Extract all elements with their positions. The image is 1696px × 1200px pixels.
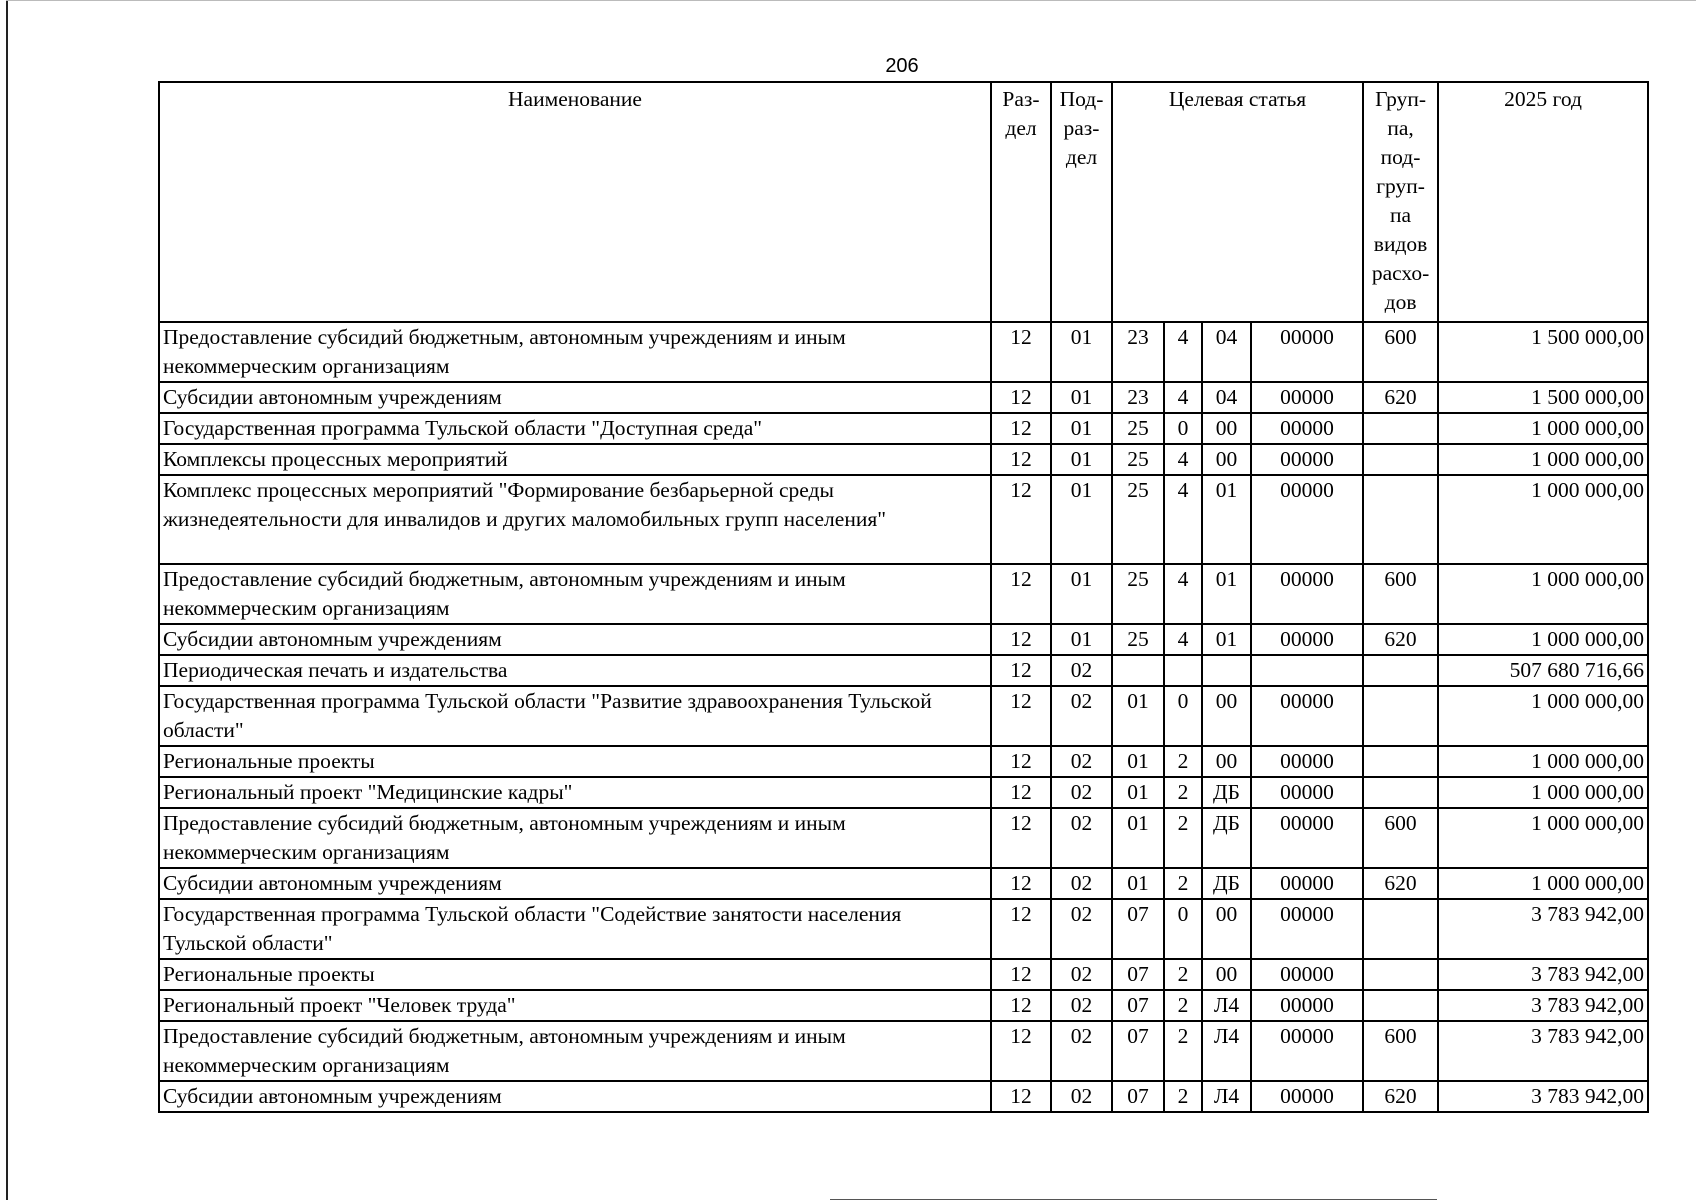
cell-target-program: 01 bbox=[1112, 777, 1164, 808]
cell-amount-2025: 1 000 000,00 bbox=[1438, 868, 1648, 899]
header-podrazdel: Под- раз- дел bbox=[1051, 82, 1112, 322]
cell-name: Государственная программа Тульской области "Содействие занятости населения Тульской области" bbox=[159, 899, 991, 959]
cell-amount-2025: 3 783 942,00 bbox=[1438, 990, 1648, 1021]
cell-razdel: 12 bbox=[991, 475, 1051, 564]
cell-amount-2025: 507 680 716,66 bbox=[1438, 655, 1648, 686]
table-row bbox=[159, 413, 1648, 444]
cell-amount-2025: 1 000 000,00 bbox=[1438, 624, 1648, 655]
cell-target-element: ДБ bbox=[1202, 777, 1251, 808]
cell-target-program: 25 bbox=[1112, 624, 1164, 655]
cell-target-direction: 00000 bbox=[1251, 564, 1363, 624]
cell-expense-group bbox=[1363, 777, 1438, 808]
cell-target-type: 2 bbox=[1164, 1081, 1202, 1112]
cell-target-direction bbox=[1251, 655, 1363, 686]
cell-target-direction: 00000 bbox=[1251, 868, 1363, 899]
cell-razdel: 12 bbox=[991, 808, 1051, 868]
cell-razdel: 12 bbox=[991, 746, 1051, 777]
page-number: 206 bbox=[885, 55, 919, 77]
cell-target-direction: 00000 bbox=[1251, 959, 1363, 990]
cell-target-type: 4 bbox=[1164, 624, 1202, 655]
cell-name: Предоставление субсидий бюджетным, автономным учреждениям и иным некоммерческим организациям bbox=[159, 808, 991, 868]
cell-expense-group bbox=[1363, 475, 1438, 564]
cell-target-type: 2 bbox=[1164, 1021, 1202, 1081]
table-row bbox=[159, 777, 1648, 808]
table-row bbox=[159, 564, 1648, 624]
cell-target-element: 00 bbox=[1202, 413, 1251, 444]
cell-target-program: 25 bbox=[1112, 413, 1164, 444]
cell-target-element bbox=[1202, 655, 1251, 686]
table-row bbox=[159, 899, 1648, 959]
cell-target-element: 01 bbox=[1202, 624, 1251, 655]
header-year-2025: 2025 год bbox=[1438, 82, 1648, 322]
cell-target-program: 07 bbox=[1112, 959, 1164, 990]
cell-target-type: 2 bbox=[1164, 990, 1202, 1021]
cell-expense-group: 600 bbox=[1363, 1021, 1438, 1081]
cell-amount-2025: 1 000 000,00 bbox=[1438, 746, 1648, 777]
cell-amount-2025: 3 783 942,00 bbox=[1438, 1021, 1648, 1081]
cell-target-element: 04 bbox=[1202, 382, 1251, 413]
cell-name: Предоставление субсидий бюджетным, автономным учреждениям и иным некоммерческим организациям bbox=[159, 322, 991, 382]
cell-razdel: 12 bbox=[991, 990, 1051, 1021]
cell-target-direction: 00000 bbox=[1251, 382, 1363, 413]
cell-name: Субсидии автономным учреждениям bbox=[159, 1081, 991, 1112]
cell-podrazdel: 02 bbox=[1051, 1081, 1112, 1112]
header-name: Наименование bbox=[159, 82, 991, 322]
cell-podrazdel: 01 bbox=[1051, 624, 1112, 655]
cell-target-program: 25 bbox=[1112, 475, 1164, 564]
cell-expense-group: 600 bbox=[1363, 322, 1438, 382]
cell-target-element: ДБ bbox=[1202, 808, 1251, 868]
cell-target-direction: 00000 bbox=[1251, 899, 1363, 959]
cell-target-program: 25 bbox=[1112, 564, 1164, 624]
cell-name: Периодическая печать и издательства bbox=[159, 655, 991, 686]
cell-target-direction: 00000 bbox=[1251, 322, 1363, 382]
cell-target-type: 4 bbox=[1164, 382, 1202, 413]
cell-target-type bbox=[1164, 655, 1202, 686]
cell-expense-group bbox=[1363, 959, 1438, 990]
cell-target-program: 07 bbox=[1112, 1081, 1164, 1112]
table-row bbox=[159, 655, 1648, 686]
cell-target-program: 01 bbox=[1112, 746, 1164, 777]
cell-expense-group bbox=[1363, 413, 1438, 444]
cell-target-type: 2 bbox=[1164, 868, 1202, 899]
cell-name: Предоставление субсидий бюджетным, автономным учреждениям и иным некоммерческим организациям bbox=[159, 564, 991, 624]
cell-amount-2025: 1 500 000,00 bbox=[1438, 322, 1648, 382]
table-row bbox=[159, 624, 1648, 655]
cell-name: Региональные проекты bbox=[159, 959, 991, 990]
cell-target-direction: 00000 bbox=[1251, 475, 1363, 564]
cell-name: Субсидии автономным учреждениям bbox=[159, 868, 991, 899]
cell-target-element: Л4 bbox=[1202, 1021, 1251, 1081]
cell-expense-group bbox=[1363, 746, 1438, 777]
cell-name: Региональный проект "Медицинские кадры" bbox=[159, 777, 991, 808]
cell-target-type: 4 bbox=[1164, 444, 1202, 475]
cell-razdel: 12 bbox=[991, 1021, 1051, 1081]
cell-amount-2025: 1 000 000,00 bbox=[1438, 564, 1648, 624]
table-row bbox=[159, 686, 1648, 746]
cell-podrazdel: 02 bbox=[1051, 808, 1112, 868]
cell-amount-2025: 3 783 942,00 bbox=[1438, 959, 1648, 990]
cell-amount-2025: 1 000 000,00 bbox=[1438, 808, 1648, 868]
cell-podrazdel: 02 bbox=[1051, 777, 1112, 808]
cell-target-program: 07 bbox=[1112, 899, 1164, 959]
cell-razdel: 12 bbox=[991, 868, 1051, 899]
cell-podrazdel: 02 bbox=[1051, 899, 1112, 959]
cell-amount-2025: 1 000 000,00 bbox=[1438, 686, 1648, 746]
cell-target-type: 2 bbox=[1164, 746, 1202, 777]
cell-expense-group bbox=[1363, 990, 1438, 1021]
cell-target-program: 23 bbox=[1112, 322, 1164, 382]
cell-target-element: 01 bbox=[1202, 564, 1251, 624]
cell-target-element: 01 bbox=[1202, 475, 1251, 564]
cell-amount-2025: 3 783 942,00 bbox=[1438, 1081, 1648, 1112]
cell-expense-group bbox=[1363, 899, 1438, 959]
cell-name: Государственная программа Тульской области "Доступная среда" bbox=[159, 413, 991, 444]
table-row bbox=[159, 382, 1648, 413]
cell-target-program: 01 bbox=[1112, 686, 1164, 746]
cell-podrazdel: 01 bbox=[1051, 444, 1112, 475]
cell-target-type: 0 bbox=[1164, 686, 1202, 746]
cell-podrazdel: 01 bbox=[1051, 382, 1112, 413]
cell-target-element: 00 bbox=[1202, 959, 1251, 990]
cell-amount-2025: 1 500 000,00 bbox=[1438, 382, 1648, 413]
cell-target-element: 00 bbox=[1202, 899, 1251, 959]
cell-target-direction: 00000 bbox=[1251, 413, 1363, 444]
cell-name: Комплекс процессных мероприятий "Формирование безбарьерной среды жизнедеятельности для инвалидов и других маломобильных групп населения" bbox=[159, 475, 991, 564]
cell-podrazdel: 01 bbox=[1051, 564, 1112, 624]
cell-razdel: 12 bbox=[991, 899, 1051, 959]
cell-razdel: 12 bbox=[991, 624, 1051, 655]
cell-target-element: 00 bbox=[1202, 686, 1251, 746]
cell-expense-group: 620 bbox=[1363, 382, 1438, 413]
cell-target-type: 4 bbox=[1164, 564, 1202, 624]
cell-target-direction: 00000 bbox=[1251, 1081, 1363, 1112]
cell-razdel: 12 bbox=[991, 413, 1051, 444]
cell-name: Региональный проект "Человек труда" bbox=[159, 990, 991, 1021]
cell-amount-2025: 1 000 000,00 bbox=[1438, 475, 1648, 564]
cell-target-type: 2 bbox=[1164, 959, 1202, 990]
cell-expense-group bbox=[1363, 655, 1438, 686]
cell-target-program: 07 bbox=[1112, 1021, 1164, 1081]
cell-expense-group: 620 bbox=[1363, 868, 1438, 899]
header-target-article: Целевая статья bbox=[1112, 82, 1363, 322]
cell-expense-group bbox=[1363, 444, 1438, 475]
header-row bbox=[159, 82, 1648, 322]
cell-target-type: 4 bbox=[1164, 475, 1202, 564]
table-row bbox=[159, 322, 1648, 382]
cell-razdel: 12 bbox=[991, 655, 1051, 686]
cell-podrazdel: 02 bbox=[1051, 990, 1112, 1021]
header-expense-group: Груп- па, под- груп- па видов расхо- дов bbox=[1363, 82, 1438, 322]
cell-target-element: 04 bbox=[1202, 322, 1251, 382]
table-row bbox=[159, 1021, 1648, 1081]
cell-target-direction: 00000 bbox=[1251, 808, 1363, 868]
cell-podrazdel: 02 bbox=[1051, 959, 1112, 990]
table-row bbox=[159, 475, 1648, 564]
cell-expense-group bbox=[1363, 686, 1438, 746]
cell-name: Предоставление субсидий бюджетным, автономным учреждениям и иным некоммерческим организациям bbox=[159, 1021, 991, 1081]
cell-target-direction: 00000 bbox=[1251, 990, 1363, 1021]
cell-amount-2025: 1 000 000,00 bbox=[1438, 444, 1648, 475]
cell-podrazdel: 02 bbox=[1051, 1021, 1112, 1081]
table-row bbox=[159, 1081, 1648, 1112]
table-row bbox=[159, 868, 1648, 899]
cell-target-element: 00 bbox=[1202, 746, 1251, 777]
cell-podrazdel: 02 bbox=[1051, 746, 1112, 777]
scan-border-top bbox=[6, 0, 1696, 1]
cell-name: Региональные проекты bbox=[159, 746, 991, 777]
cell-amount-2025: 1 000 000,00 bbox=[1438, 413, 1648, 444]
cell-podrazdel: 02 bbox=[1051, 868, 1112, 899]
cell-expense-group: 600 bbox=[1363, 564, 1438, 624]
cell-razdel: 12 bbox=[991, 322, 1051, 382]
table-row bbox=[159, 990, 1648, 1021]
cell-razdel: 12 bbox=[991, 1081, 1051, 1112]
cell-expense-group: 620 bbox=[1363, 1081, 1438, 1112]
cell-amount-2025: 3 783 942,00 bbox=[1438, 899, 1648, 959]
cell-target-program: 01 bbox=[1112, 868, 1164, 899]
cell-name: Субсидии автономным учреждениям bbox=[159, 624, 991, 655]
header-razdel: Раз- дел bbox=[991, 82, 1051, 322]
table-row bbox=[159, 444, 1648, 475]
cell-target-element: Л4 bbox=[1202, 1081, 1251, 1112]
table-row bbox=[159, 746, 1648, 777]
cell-razdel: 12 bbox=[991, 564, 1051, 624]
cell-target-type: 2 bbox=[1164, 808, 1202, 868]
cell-target-element: Л4 bbox=[1202, 990, 1251, 1021]
cell-amount-2025: 1 000 000,00 bbox=[1438, 777, 1648, 808]
cell-name: Комплексы процессных мероприятий bbox=[159, 444, 991, 475]
cell-target-program bbox=[1112, 655, 1164, 686]
cell-target-program: 07 bbox=[1112, 990, 1164, 1021]
cell-target-direction: 00000 bbox=[1251, 444, 1363, 475]
cell-target-element: ДБ bbox=[1202, 868, 1251, 899]
table-row bbox=[159, 959, 1648, 990]
cell-podrazdel: 02 bbox=[1051, 655, 1112, 686]
cell-razdel: 12 bbox=[991, 777, 1051, 808]
cell-target-program: 23 bbox=[1112, 382, 1164, 413]
cell-razdel: 12 bbox=[991, 444, 1051, 475]
cell-target-type: 0 bbox=[1164, 899, 1202, 959]
cell-target-element: 00 bbox=[1202, 444, 1251, 475]
cell-target-direction: 00000 bbox=[1251, 1021, 1363, 1081]
cell-razdel: 12 bbox=[991, 686, 1051, 746]
budget-table bbox=[158, 81, 1649, 1113]
cell-target-program: 01 bbox=[1112, 808, 1164, 868]
table-row bbox=[159, 808, 1648, 868]
cell-podrazdel: 01 bbox=[1051, 475, 1112, 564]
cell-target-type: 0 bbox=[1164, 413, 1202, 444]
cell-podrazdel: 01 bbox=[1051, 322, 1112, 382]
cell-target-type: 4 bbox=[1164, 322, 1202, 382]
cell-podrazdel: 02 bbox=[1051, 686, 1112, 746]
cell-razdel: 12 bbox=[991, 382, 1051, 413]
cell-expense-group: 600 bbox=[1363, 808, 1438, 868]
cell-target-direction: 00000 bbox=[1251, 624, 1363, 655]
cell-name: Государственная программа Тульской области "Развитие здравоохранения Тульской области" bbox=[159, 686, 991, 746]
scan-border-left bbox=[6, 0, 8, 1200]
cell-razdel: 12 bbox=[991, 959, 1051, 990]
cell-expense-group: 620 bbox=[1363, 624, 1438, 655]
table-body bbox=[159, 322, 1648, 1112]
cell-target-direction: 00000 bbox=[1251, 686, 1363, 746]
cell-target-direction: 00000 bbox=[1251, 777, 1363, 808]
cell-target-type: 2 bbox=[1164, 777, 1202, 808]
cell-target-program: 25 bbox=[1112, 444, 1164, 475]
cell-target-direction: 00000 bbox=[1251, 746, 1363, 777]
cell-podrazdel: 01 bbox=[1051, 413, 1112, 444]
cell-name: Субсидии автономным учреждениям bbox=[159, 382, 991, 413]
